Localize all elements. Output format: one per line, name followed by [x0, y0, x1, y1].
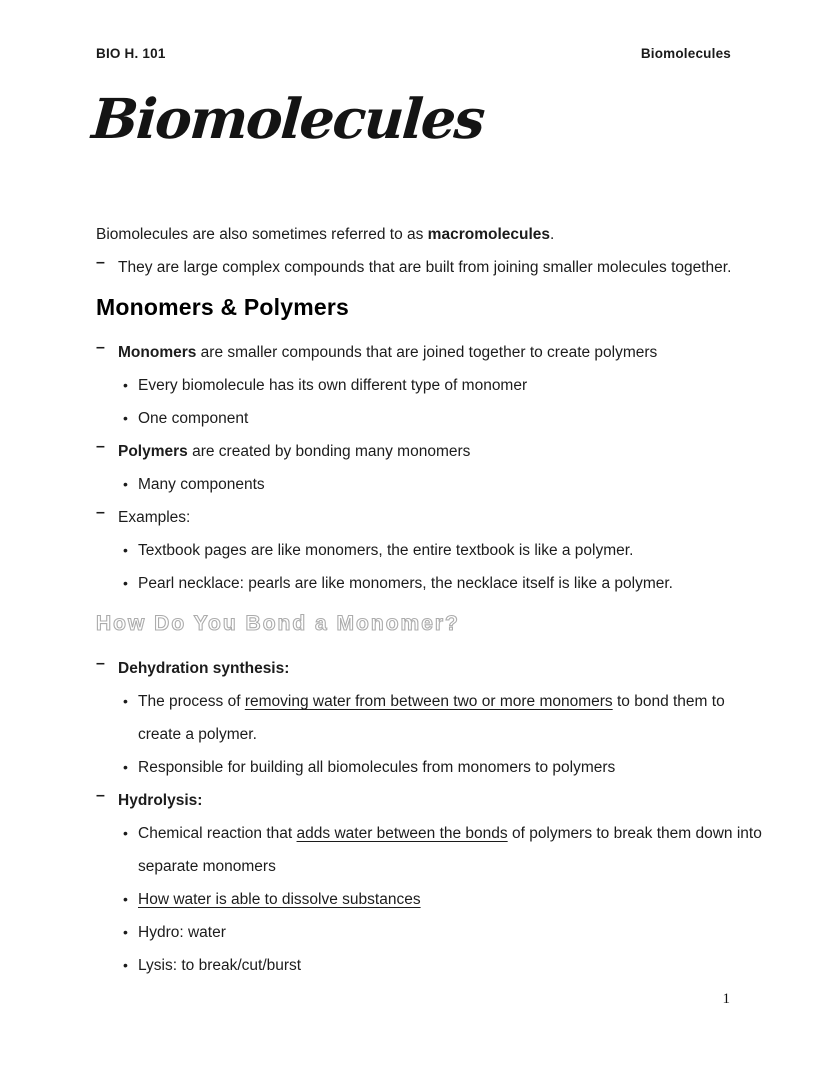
bullet-list-item — [96, 567, 796, 600]
bullet-list-item — [96, 751, 796, 784]
item-text: Pearl necklace: pearls are like monomers, the necklace itself is like a polymer. — [138, 575, 673, 592]
dash-marker: – — [96, 655, 105, 672]
bullet-marker: • — [123, 924, 128, 940]
item-text: The process of removing water from between two or more monomers to bond them to create a polymer. — [138, 693, 725, 743]
bullet-list-item — [96, 916, 796, 949]
item-text: Lysis: to break/cut/burst — [138, 957, 302, 974]
document-title: Biomolecules — [89, 86, 486, 151]
bullet-list-item — [96, 685, 796, 751]
bullet-list-item — [96, 949, 796, 982]
bullet-marker: • — [123, 575, 128, 591]
paragraph — [96, 218, 796, 251]
bullet-marker: • — [123, 891, 128, 907]
item-text: Hydro: water — [138, 924, 226, 941]
bullet-marker: • — [123, 957, 128, 973]
bullet-marker: • — [123, 377, 128, 393]
bullet-marker: • — [123, 410, 128, 426]
section-heading: Monomers & Polymers — [96, 294, 350, 320]
bullet-marker: • — [123, 693, 128, 709]
item-text: How water is able to dissolve substances — [138, 891, 421, 908]
bullet-list-item — [96, 534, 796, 567]
item-text: Examples: — [118, 509, 191, 526]
item-text: Chemical reaction that adds water between the bonds of polymers to break them down into separate monomers — [138, 825, 762, 875]
bullet-list-item — [96, 883, 796, 916]
dash-list-item — [96, 251, 796, 284]
bullet-marker: • — [123, 825, 128, 841]
bullet-list-item — [96, 402, 796, 435]
item-text: They are large complex compounds that are built from joining smaller molecules together. — [118, 259, 732, 276]
page-number: 1 — [722, 991, 730, 1007]
item-text: Textbook pages are like monomers, the entire textbook is like a polymer. — [138, 542, 634, 559]
item-text: Dehydration synthesis: — [118, 660, 290, 677]
outline-section-heading: How Do You Bond a Monomer? — [96, 612, 460, 635]
item-text: Every biomolecule has its own different type of monomer — [138, 377, 528, 394]
bullet-list-item — [96, 468, 796, 501]
dash-list-item — [96, 784, 796, 817]
item-text: Responsible for building all biomolecules from monomers to polymers — [138, 759, 616, 776]
dash-marker: – — [96, 254, 105, 271]
item-text: Hydrolysis: — [118, 792, 203, 809]
dash-marker: – — [96, 339, 105, 356]
bullet-list-item — [96, 369, 796, 402]
bullet-marker: • — [123, 759, 128, 775]
bullet-list-item — [96, 817, 796, 883]
bullet-marker: • — [123, 476, 128, 492]
bullet-marker: • — [123, 542, 128, 558]
dash-marker: – — [96, 438, 105, 455]
item-text: Biomolecules are also sometimes referred to as macromolecules. — [96, 226, 555, 243]
dash-list-item — [96, 435, 796, 468]
item-text: One component — [138, 410, 249, 427]
dash-marker: – — [96, 504, 105, 521]
item-text: Many components — [138, 476, 265, 493]
item-text: Polymers are created by bonding many monomers — [118, 443, 471, 460]
dash-list-item — [96, 652, 796, 685]
content-blocks — [96, 218, 796, 982]
header-course-label: BIO H. 101 — [96, 46, 166, 61]
dash-list-item — [96, 336, 796, 369]
page-header — [96, 46, 731, 61]
item-text: Monomers are smaller compounds that are joined together to create polymers — [118, 344, 658, 361]
dash-list-item — [96, 501, 796, 534]
header-topic-label: Biomolecules — [640, 46, 731, 61]
dash-marker: – — [96, 787, 105, 804]
